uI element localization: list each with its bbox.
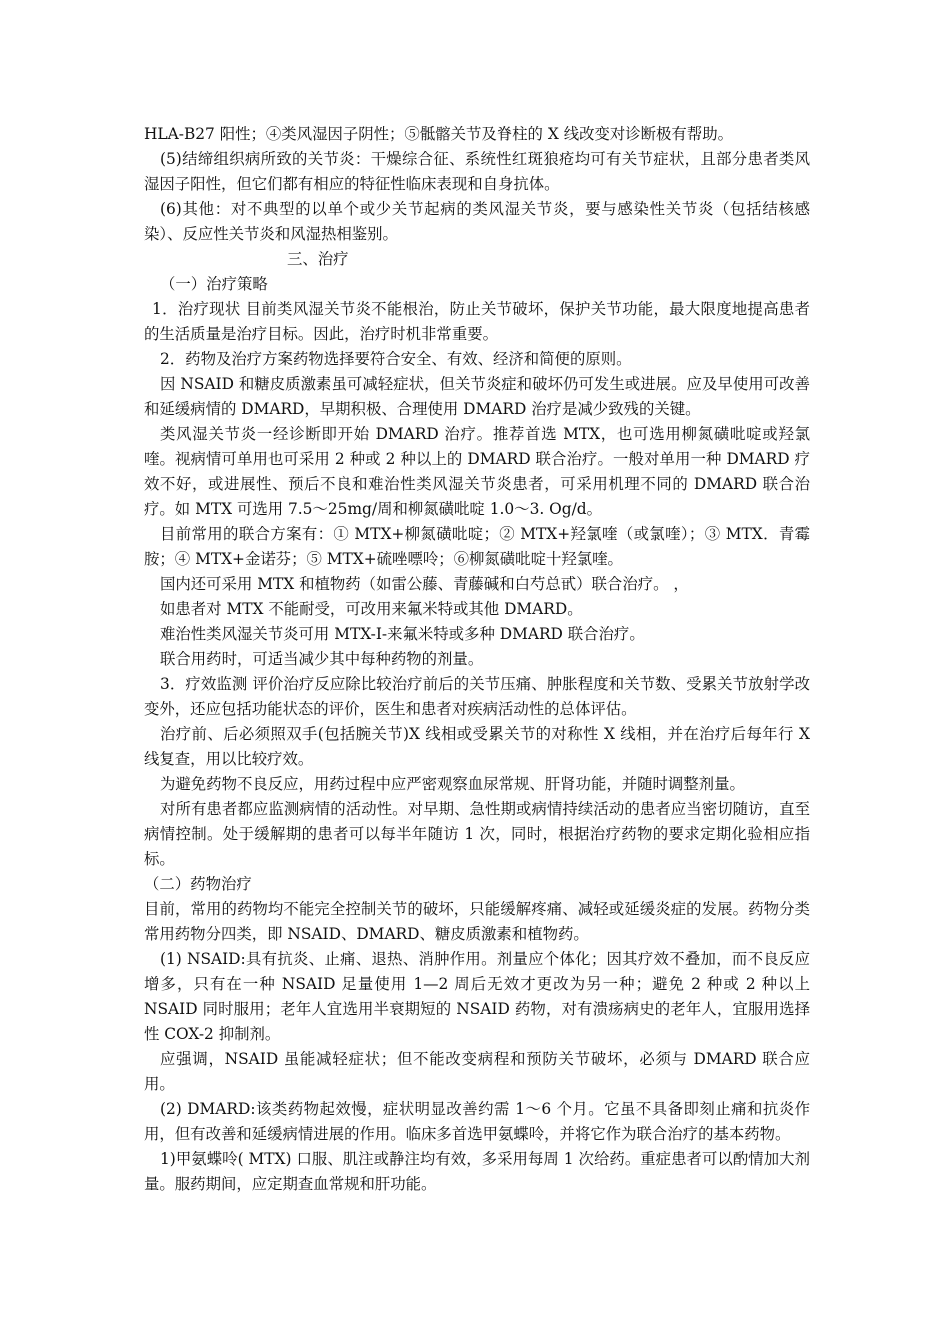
section-heading: 三、治疗 bbox=[287, 250, 349, 268]
paragraph: 为避免药物不良反应，用药过程中应严密观察血尿常规、肝肾功能，并随时调整剂量。 bbox=[160, 775, 745, 793]
paragraph: 目前常用的联合方案有：① MTX+柳氮磺吡啶；② MTX+羟氯喹（或氯喹）；③ MTX．青霉胺；④ MTX+金诺芬；⑤ MTX+硫唑嘌呤；⑥柳氮磺吡啶十羟氯喹。 bbox=[144, 525, 810, 568]
paragraph: (1) NSAID:具有抗炎、止痛、退热、消肿作用。剂量应个体化；因其疗效不叠加，而不良反应增多，只有在一种 NSAID 足量使用 1—2 周后无效才更改为另一种；避免 2 种或 2 种以上 NSAID 同时服用；老年人宜选用半衰期短的 NSAID 药物，对有溃疡病史的老年人，宜服用选择性 COX-2 抑制剂。 bbox=[144, 950, 810, 1043]
paragraph: 3．疗效监测 评价治疗反应除比较治疗前后的关节压痛、肿胀程度和关节数、受累关节放射学改变外，还应包括功能状态的评价，医生和患者对疾病活动性的总体评估。 bbox=[144, 675, 810, 718]
paragraph: 目前，常用的药物均不能完全控制关节的破坏，只能缓解疼痛、减轻或延缓炎症的发展。药物分类 常用药物分四类，即 NSAID、DMARD、糖皮质激素和植物药。 bbox=[144, 900, 810, 943]
paragraph: (6)其他：对不典型的以单个或少关节起病的类风湿关节炎，要与感染性关节炎（包括结核感染）、反应性关节炎和风湿热相鉴别。 bbox=[144, 200, 810, 243]
paragraph: 应强调，NSAID 虽能减轻症状；但不能改变病程和预防关节破坏，必须与 DMARD 联合应用。 bbox=[144, 1050, 810, 1093]
paragraph: 联合用药时，可适当减少其中每种药物的剂量。 bbox=[160, 650, 484, 668]
document-body bbox=[144, 122, 810, 1197]
subsection-heading: （二）药物治疗 bbox=[144, 875, 252, 893]
paragraph: 2．药物及治疗方案药物选择要符合安全、有效、经济和简便的原则。 bbox=[160, 350, 632, 368]
paragraph: 如患者对 MTX 不能耐受，可改用来氟米特或其他 DMARD。 bbox=[160, 600, 583, 618]
paragraph: 对所有患者都应监测病情的活动性。对早期、急性期或病情持续活动的患者应当密切随访，直至病情控制。处于缓解期的患者可以每半年随访 1 次，同时，根据治疗药物的要求定期化验相应指标。 bbox=[144, 800, 810, 868]
paragraph: 难治性类风湿关节炎可用 MTX-I-来氟米特或多种 DMARD 联合治疗。 bbox=[160, 625, 645, 643]
paragraph: 1)甲氨蝶呤( MTX) 口服、肌注或静注均有效，多采用每周 1 次给药。重症患者可以酌情加大剂量。服药期间，应定期查血常规和肝功能。 bbox=[144, 1150, 810, 1193]
paragraph: (2) DMARD:该类药物起效慢，症状明显改善约需 1～6 个月。它虽不具备即刻止痛和抗炎作用，但有改善和延缓病情进展的作用。临床多首选甲氨蝶呤，并将它作为联合治疗的基本药物。 bbox=[144, 1100, 810, 1143]
paragraph: 治疗前、后必须照双手(包括腕关节)X 线相或受累关节的对称性 X 线相，并在治疗后每年行 X 线复查，用以比较疗效。 bbox=[144, 725, 810, 768]
paragraph: 1．治疗现状 目前类风湿关节炎不能根治，防止关节破坏，保护关节功能，最大限度地提高患者的生活质量是治疗目标。因此，治疗时机非常重要。 bbox=[144, 300, 810, 343]
paragraph: HLA-B27 阳性；④类风湿因子阴性；⑤骶髂关节及脊柱的 X 线改变对诊断极有帮助。 bbox=[144, 125, 733, 143]
paragraph: 国内还可采用 MTX 和植物药（如雷公藤、青藤碱和白芍总甙）联合治疗。 ， bbox=[160, 575, 689, 593]
subsection-heading: （一）治疗策略 bbox=[160, 275, 268, 293]
paragraph: (5)结缔组织病所致的关节炎：干燥综合征、系统性红斑狼疮均可有关节症状，且部分患者类风湿因子阳性，但它们都有相应的特征性临床表现和自身抗体。 bbox=[144, 150, 810, 193]
paragraph: 因 NSAID 和糖皮质激素虽可减轻症状，但关节炎症和破坏仍可发生或进展。应及早使用可改善和延缓病情的 DMARD，早期积极、合理使用 DMARD 治疗是减少致残的关键。 bbox=[144, 375, 810, 418]
paragraph: 类风湿关节炎一经诊断即开始 DMARD 治疗。推荐首选 MTX，也可选用柳氮磺吡啶或羟氯喹。视病情可单用也可采用 2 种或 2 种以上的 DMARD 联合治疗。一般对单用一种 DMARD 疗效不好，或进展性、预后不良和难治性类风湿关节炎患者，可采用机理不同的 DMARD 联合治疗。如 MTX 可选用 7.5～25mg/周和柳氮磺吡啶 1.0～3. Og/d。 bbox=[144, 425, 810, 518]
